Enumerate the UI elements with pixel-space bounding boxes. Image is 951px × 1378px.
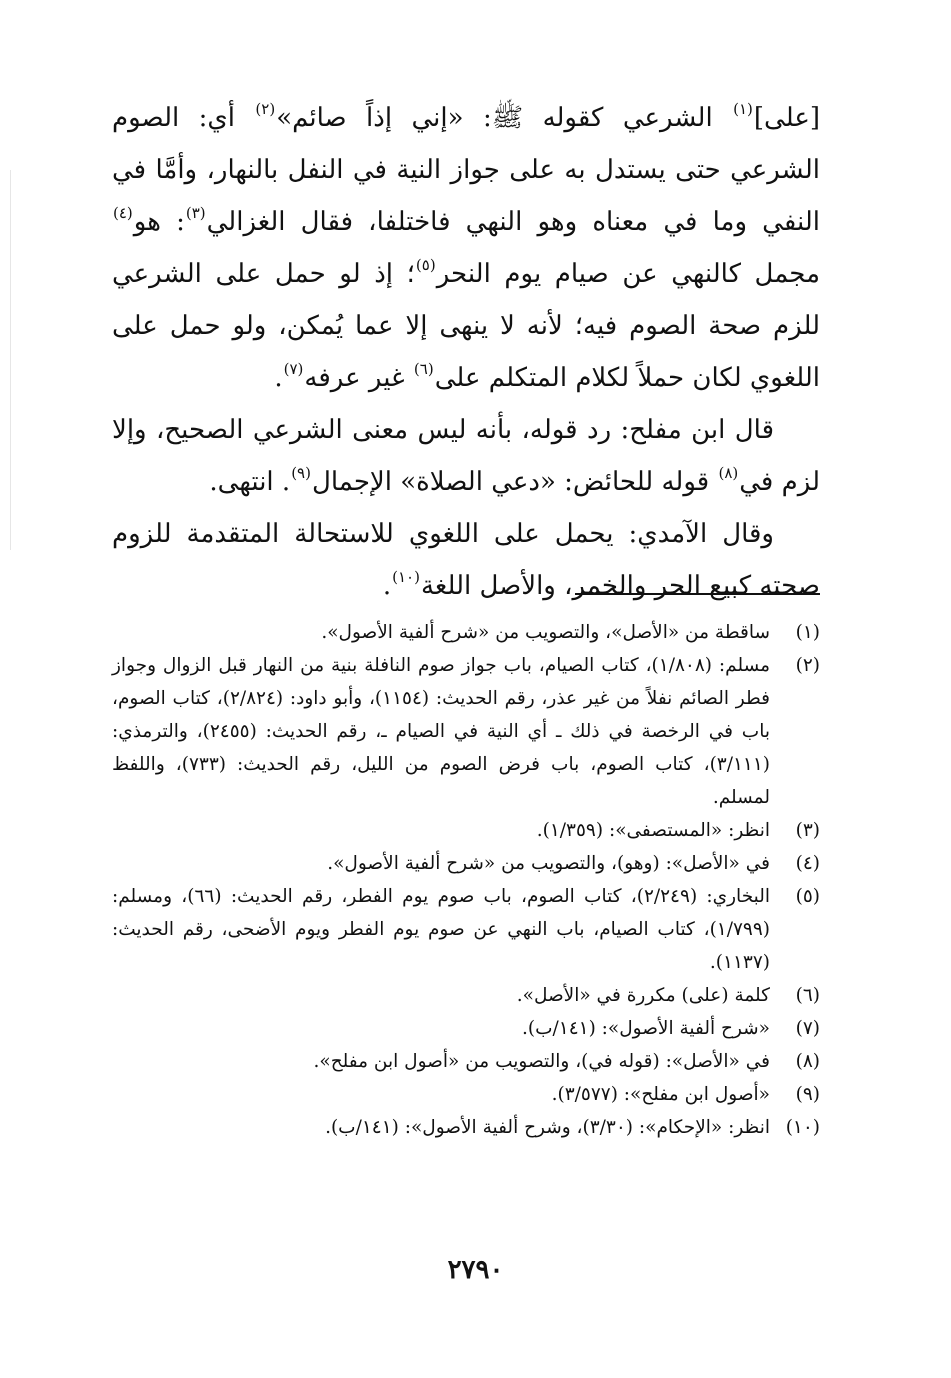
- page-edge-mark: [10, 170, 11, 550]
- main-text: [112, 92, 820, 612]
- footnote-reference: (٨): [718, 464, 739, 482]
- footnote-item: [112, 1078, 820, 1111]
- text-run: . انتهى.: [209, 467, 291, 497]
- footnotes-list: [112, 616, 820, 1144]
- text-run: قال ابن مفلح: رد قوله، بأنه ليس معنى الشرعي الصحيح، وإلا لزم في: [112, 415, 820, 497]
- footnote-number: (٤): [795, 853, 820, 874]
- footnote-number: (٦): [795, 985, 820, 1006]
- footnote-reference: (١): [733, 100, 753, 118]
- footnote-text: ساقطة من «الأصل»، والتصويب من «شرح ألفية الأصول».: [321, 622, 770, 643]
- footnote-reference: (١٠): [392, 568, 420, 586]
- footnote-number: (٢): [795, 655, 820, 676]
- footnote-text: مسلم: (١/٨٠٨)، كتاب الصيام، باب جواز صوم النافلة بنية من النهار قبل الزوال وجواز فطر الصائم نفلاً من غير عذر، رقم الحديث: (١١٥٤)، وأبو داود: (٢/٨٢٤)، كتاب الصوم، باب في الرخصة في ذلك ـ أي النية في الصيام ـ، رقم الحديث: (٢٤٥٥)، والترمذي: (٣/١١١)، كتاب الصوم، باب فرض الصوم من الليل، رقم الحديث: (٧٣٣)، واللفظ لمسلم.: [112, 655, 771, 808]
- text-run: غير عرفه: [304, 363, 413, 393]
- footnote-item: [112, 880, 820, 979]
- footnote-text: «أصول ابن مفلح»: (٣/٥٧٧).: [551, 1084, 770, 1105]
- footnote-text: كلمة (على) مكررة في «الأصل».: [516, 985, 770, 1006]
- text-run: [على]: [753, 103, 820, 133]
- text-run: .: [382, 571, 392, 601]
- footnote-number: (٥): [795, 886, 820, 907]
- footnote-reference: (٩): [291, 464, 311, 482]
- footnote-text: انظر: «المستصفى»: (١/٣٥٩).: [536, 820, 770, 841]
- footnote-reference: (٧): [283, 360, 304, 378]
- footnote-item: [112, 979, 820, 1012]
- footnote-item: [112, 1045, 820, 1078]
- footnote-number: (٣): [795, 820, 820, 841]
- footnote-item: [112, 649, 820, 814]
- footnote-reference: (٢): [255, 100, 276, 118]
- footnote-number: (٧): [795, 1018, 820, 1039]
- footnote-text: البخاري: (٢/٢٤٩)، كتاب الصوم، باب صوم يوم الفطر، رقم الحديث: (٦٦)، ومسلم: (١/٧٩٩)، كتاب الصيام، باب النهي عن صوم يوم الفطر ويوم الأضحى، رقم الحديث: (١١٣٧).: [112, 886, 770, 973]
- footnote-item: [112, 814, 820, 847]
- text-run: قوله للحائض: «دعي الصلاة» الإجمال: [311, 467, 718, 497]
- footnote-number: (١٠): [785, 1117, 820, 1138]
- text-run: الشرعي كقوله ﷺ: «إني إذاً صائم»: [276, 103, 733, 133]
- footnote-number: (٩): [795, 1084, 820, 1105]
- text-run: مجمل كالنهي عن صيام يوم النحر: [436, 259, 820, 289]
- footnote-number: (١): [795, 622, 820, 643]
- footnote-reference: (٤): [113, 204, 133, 222]
- footnote-separator: [575, 593, 820, 595]
- footnote-reference: (٣): [185, 204, 206, 222]
- main-paragraph-2: [112, 404, 820, 508]
- footnote-reference: (٦): [413, 360, 434, 378]
- footnote-number: (٨): [795, 1051, 820, 1072]
- footnote-item: [112, 847, 820, 880]
- footnote-item: [112, 1012, 820, 1045]
- footnote-item: [112, 616, 820, 649]
- footnote-item: [112, 1111, 820, 1144]
- footnote-reference: (٥): [415, 256, 436, 274]
- footnote-text: «شرح ألفية الأصول»: (١٤١/ب).: [522, 1018, 770, 1039]
- text-run: : هو: [133, 207, 185, 237]
- main-paragraph-1: [112, 92, 820, 404]
- footnote-text: في «الأصل»: (وهو)، والتصويب من «شرح ألفية الأصول».: [327, 853, 770, 874]
- text-run: وقال الآمدي: يحمل على اللغوي للاستحالة المتقدمة للزوم صحته كبيع الحر والخمر، والأصل اللغة: [112, 519, 820, 601]
- text-run: .: [274, 363, 283, 393]
- text-run: أي: الصوم الشرعي حتى يستدل به على جواز النية في النفل بالنهار، وأمَّا في النفي وما في معناه وهو النهي فاختلفا، فقال الغزالي: [112, 103, 820, 237]
- main-paragraph-3: [112, 508, 820, 612]
- page-number: ٢٧٩٠: [447, 1255, 504, 1285]
- footnote-text: في «الأصل»: (قوله في)، والتصويب من «أصول ابن مفلح».: [313, 1051, 770, 1072]
- footnote-text: انظر: «الإحكام»: (٣/٣٠)، وشرح ألفية الأصول»: (١٤١/ب).: [325, 1117, 770, 1138]
- text-run: ؛ إذ لو حمل على الشرعي للزم صحة الصوم فيه؛ لأنه لا ينهى إلا عما يُمكن، ولو حمل على اللغوي لكان حملاً لكلام المتكلم على: [112, 259, 820, 393]
